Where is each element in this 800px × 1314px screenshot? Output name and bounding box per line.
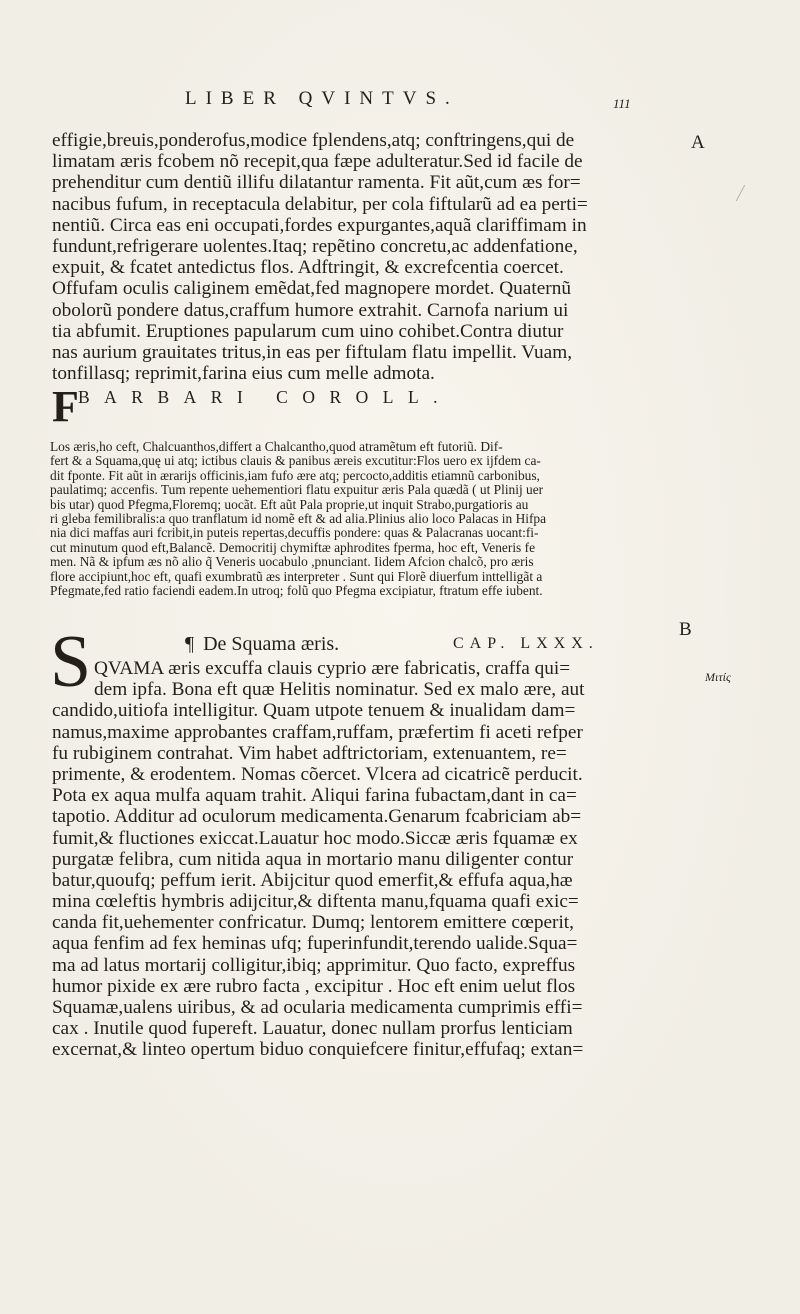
text-line: prehenditur cum dentiũ illifu dilatantur ramenta. Fit aũt,cum æs for= xyxy=(52,172,581,194)
note-line: fert & a Squama,quę ui atq; ictibus clauis & panibus æreis excutitur:Flos uero ex ijfdem ca- xyxy=(50,454,541,469)
chapter-title: De Squama æris. xyxy=(203,633,340,655)
text-line: fumit,& fluctiones exiccat.Lauatur hoc modo.Siccæ æris fquamæ ex xyxy=(52,827,578,849)
note-line: nia dici maffas auri fcribit,in puteis repertas,decuffis pondere: quas & Palacranas uocant:fi- xyxy=(50,526,539,541)
text-line: batur,quoufq; peffum ierit. Abijcitur quod emerfit,& effufa aqua,hæ xyxy=(52,869,573,891)
note-line: cut minutum quod eft,Balancẽ. Democritij chymiftæ aphrodites fperma, hoc eft, Veneris fe xyxy=(50,540,536,555)
note-paragraph xyxy=(50,440,680,598)
text-line: Squamæ,ualens uiribus, & ad ocularia medicamenta cumprimis effi= xyxy=(52,997,583,1018)
note-line: dit fponte. Fit aũt in ærarijs officinis,iam fufo ære atq; percocto,additis etiamnũ carbonibus, xyxy=(50,468,540,483)
section-initial: S xyxy=(50,621,92,703)
text-line: cax . Inutile quod fupereft. Lauatur, donec nullam prorfus lenticiam xyxy=(52,1018,573,1040)
text-line: tonfillasq; reprimit,farina eius cum melle admota. xyxy=(52,363,435,385)
note-line: bis utar) quod Pfegma,Floremq; uocãt. Eft aũt Pala proprie,ut inquit Strabo,purgatioris au xyxy=(50,497,529,512)
margin-greek-note: Μιτίς xyxy=(705,670,731,684)
text-line: nentiũ. Circa eas eni occupati,fordes expurgantes,aquã clariffimam in xyxy=(52,214,587,236)
text-line: tia abfumit. Eruptiones papularum cum uino cohibet.Contra diutur xyxy=(52,320,564,342)
text-line: mina cœleftis hymbris adijcitur,& diftenta manu,fquama quafi exic= xyxy=(52,891,579,913)
text-line: nas aurium grauitates tritus,in eas per fiftulam flatu impellit. Vuam, xyxy=(52,341,573,363)
text-line: QVAMA æris excuffa clauis cyprio ære fabricatis, craffa qui= xyxy=(94,658,571,679)
note-line: flore accipiunt,hoc eft, quafi exumbratũ æs interpreter . Sunt qui Florẽ diuerfum inttelligãt a xyxy=(50,569,543,584)
text-line: nacibus fufum, in receptacula delabitur, per cola fiftularũ ad ea perti= xyxy=(52,193,588,215)
text-line: dem ipfa. Bona eft quæ Helitis nominatur. Sed ex malo ære, aut xyxy=(94,679,585,701)
text-line: fundunt,refrigerare uolentes.Itaq; repẽtino concretu,ac addenfatione, xyxy=(52,235,578,257)
text-line: canda fit,uehementer confricatur. Dumq; lentorem emittere cœperit, xyxy=(52,912,574,934)
chapter-heading xyxy=(185,633,655,657)
section-paragraph xyxy=(52,658,678,1061)
text-line: humor pixide ex ære rubro facta , excipitur . Hoc eft enim uelut flos xyxy=(52,975,576,997)
note-line: Los æris,ho ceft, Chalcuanthos,differt a Chalcantho,quod atramẽtum eft futoriũ. Dif- xyxy=(50,440,503,454)
text-line: namus,maxime approbantes craffam,ruffam, præfertim fi aceti refper xyxy=(52,721,583,743)
text-line: Offufam oculis caliginem emẽdat,fed magnopere mordet. Quaternũ xyxy=(52,278,571,300)
text-line: ma ad latus mortarij colligitur,ibiq; apprimitur. Quo facto, expreffus xyxy=(52,954,576,976)
text-line: Pota ex aqua mulfa aquam trahit. Aliqui farina fubactam,dant in ca= xyxy=(52,785,577,807)
text-line: fu rubiginem contrahat. Vim habet adftrictoriam, extenuantem, re= xyxy=(52,742,567,764)
margin-letter-b: B xyxy=(679,619,692,640)
margin-letter-a: A xyxy=(691,132,705,153)
text-line: candido,uitiofa intelligitur. Quam utpote tenuem & inualidam dam= xyxy=(52,700,576,722)
text-line: primente, & erodentem. Nomas cõercet. Vlcera ad cicatricẽ perducit. xyxy=(52,763,583,785)
pilcrow-mark: ¶ xyxy=(185,633,195,655)
folio-number: 111 xyxy=(613,96,631,111)
text-line: limatam æris fcobem nõ recepit,qua fæpe adulteratur.Sed id facile de xyxy=(52,151,583,173)
text-line: excernat,& linteo opertum biduo conquiefcere finitur,effufaq; extan= xyxy=(52,1039,584,1061)
text-line: purgatæ felibra, cum nitida aqua in mortario manu diligenter contur xyxy=(52,848,574,870)
text-line: effigie,breuis,ponderofus,modice fplendens,atq; conftringens,qui de xyxy=(52,130,575,151)
chapter-number: CAP. LXXX. xyxy=(453,635,599,652)
text-line: tapotio. Additur ad oculorum medicamenta.Genarum fcabriciam ab= xyxy=(52,806,582,828)
running-head: LIBER QVINTVS. xyxy=(185,88,459,109)
text-line: aqua fenfim ad fex heminas ufq; fuperinfundit,terendo ualide.Squa= xyxy=(52,933,578,955)
note-initial: F xyxy=(52,382,79,431)
note-heading: BARBARI COROLL. xyxy=(78,387,453,407)
text-line: obolorũ pondere datus,craffum humore extrahit. Carnofa narium ui xyxy=(52,299,569,321)
note-line: men. Nã & ipfum æs nõ alio q̃ Veneris uocabulo ,pnunciant. Iidem Afcion chalcõ, pro æris xyxy=(50,555,534,570)
note-line: ri gleba femilibralis:a quo tranflatum id nomẽ eft & ad alia.Plinius alio loco Palacas in Hifpa xyxy=(50,511,547,526)
text-line: expuit, & fcatet antedictus flos. Adftringit, & excrefcentia coercet. xyxy=(52,257,564,279)
note-line: Pfegmate,fed ratio faciendi eadem.In utroq; folũ quo Pfegma excipiatur, ftratum effe iubent. xyxy=(50,583,543,598)
main-paragraph xyxy=(52,130,678,384)
margin-stroke xyxy=(736,185,745,201)
note-line: paulatimq; accenfis. Tum repente uehementiori flatu expuitur æris Pala quædã ( ut Plinij uer xyxy=(50,483,544,498)
